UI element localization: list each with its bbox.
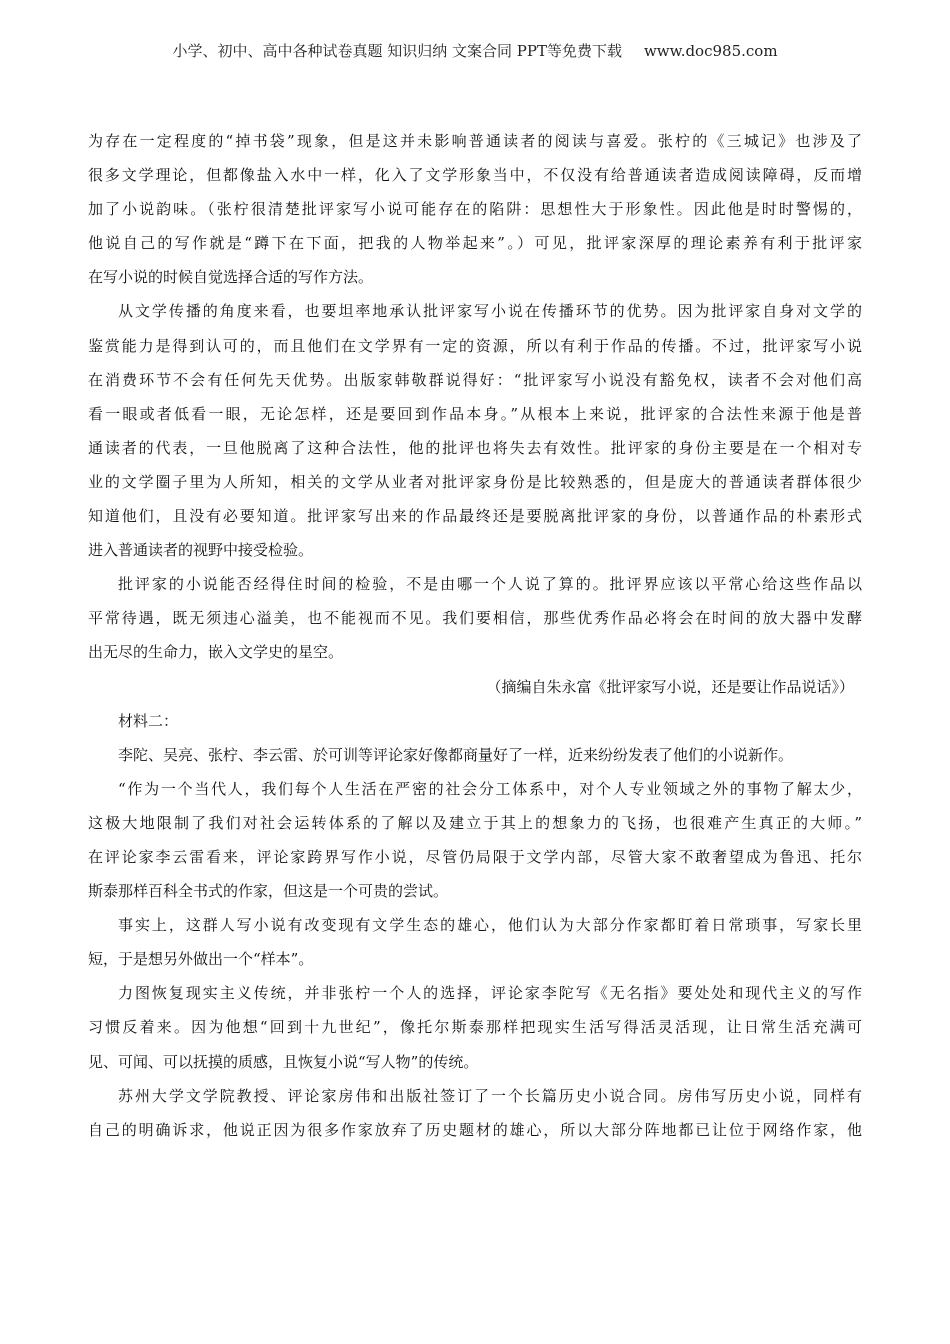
text-line: 加了小说韵味。（张柠很清楚批评家写小说可能存在的陷阱：思想性大于形象性。因此他是时时警惕的， <box>88 200 862 219</box>
text-line: 在消费环节不会有任何先天优势。出版家韩敬群说得好：“批评家写小说没有豁免权，读者不会对他们高 <box>88 370 862 389</box>
text-line: 通读者的代表，一旦他脱离了这种合法性，他的批评也将失去有效性。批评家的身份主要是在一个相对专 <box>88 438 862 457</box>
text-line: 为存在一定程度的“掉书袋”现象，但是这并未影响普通读者的阅读与喜爱。张柠的《三城记》也涉及了 <box>88 132 862 150</box>
text-line: 鉴赏能力是得到认可的，而且他们在文学界有一定的资源，所以有利于作品的传播。不过，批评家写小说 <box>88 336 862 355</box>
text-line: 在评论家李云雷看来，评论家跨界写作小说，尽管仍局限于文学内部，尽管大家不敢奢望成为鲁迅、托尔 <box>88 847 862 866</box>
page-header <box>0 40 950 61</box>
header-promo-text: 小学、初中、高中各种试卷真题 知识归纳 文案合同 PPT等免费下载 <box>172 42 622 60</box>
material-heading: 材料二： <box>118 711 179 730</box>
text-line: 自己的明确诉求，他说正因为很多作家放弃了历史题材的雄心，所以大部分阵地都已让位于网络作家，他 <box>88 1120 862 1139</box>
paragraph-start-line: 事实上，这群人写小说有改变现有文学生态的雄心，他们认为大部分作家都盯着日常琐事，写家长里 <box>118 916 862 935</box>
text-line: 很多文学理论，但都像盐入水中一样，化入了文学形象当中，不仅没有给普通读者造成阅读障碍，反而增 <box>88 166 862 185</box>
source-citation: （摘编自朱永富《批评家写小说，还是要让作品说话》） <box>486 677 854 696</box>
text-line: 看一眼或者低看一眼，无论怎样，还是要回到作品本身。”从根本上来说，批评家的合法性来源于他是普 <box>88 404 862 423</box>
text-line: 这极大地限制了我们对社会运转体系的了解以及建立于其上的想象力的飞扬，也很难产生真正的大师。” <box>88 813 862 832</box>
text-line: 他说自己的写作就是“蹲下在下面，把我的人物举起来”。）可见，批评家深厚的理论素养有利于批评家 <box>88 234 862 253</box>
paragraph-start-line: 批评家的小说能否经得住时间的检验，不是由哪一个人说了算的。批评界应该以平常心给这些作品以 <box>118 575 862 594</box>
text-line: 斯泰那样百科全书式的作家，但这是一个可贵的尝试。 <box>88 882 449 901</box>
text-line: 见、可闻、可以抚摸的质感，且恢复小说“写人物”的传统。 <box>88 1052 479 1071</box>
paragraph-start-line: 李陀、吴亮、张柠、李云雷、於可训等评论家好像都商量好了一样，近来纷纷发表了他们的小说新作。 <box>118 745 794 764</box>
text-line: 平常待遇，既无须违心溢美，也不能视而不见。我们要相信，那些优秀作品必将会在时间的放大器中发酵 <box>88 609 862 628</box>
text-line: 习惯反着来。因为他想“回到十九世纪”，像托尔斯泰那样把现实生活写得活灵活现，让日常生活充满可 <box>88 1018 862 1037</box>
article-body <box>88 124 862 1147</box>
text-line: 短，于是想另外做出一个“样本”。 <box>88 950 314 969</box>
text-line: 业的文学圈子里为人所知，相关的文学从业者对批评家身份是比较熟悉的，但是庞大的普通读者群体很少 <box>88 472 862 491</box>
paragraph-start-line: 力图恢复现实主义传统，并非张柠一个人的选择，评论家李陀写《无名指》要处处和现代主义的写作 <box>118 984 862 1003</box>
text-line: 知道他们，且没有必要知道。批评家写出来的作品最终还是要脱离批评家的身份，以普通作品的朴素形式 <box>88 507 862 526</box>
text-line: 进入普通读者的视野中接受检验。 <box>88 541 314 560</box>
text-line: 出无尽的生命力，嵌入文学史的星空。 <box>88 643 344 662</box>
paragraph-start-line: “作为一个当代人，我们每个人生活在严密的社会分工体系中，对个人专业领域之外的事物了解太少， <box>118 779 862 798</box>
paragraph-start-line: 苏州大学文学院教授、评论家房伟和出版社签订了一个长篇历史小说合同。房伟写历史小说，同样有 <box>118 1086 862 1105</box>
header-site-url: www.doc985.com <box>643 42 778 60</box>
text-line: 在写小说的时候自觉选择合适的写作方法。 <box>88 268 374 287</box>
paragraph-start-line: 从文学传播的角度来看，也要坦率地承认批评家写小说在传播环节的优势。因为批评家自身对文学的 <box>118 302 862 321</box>
